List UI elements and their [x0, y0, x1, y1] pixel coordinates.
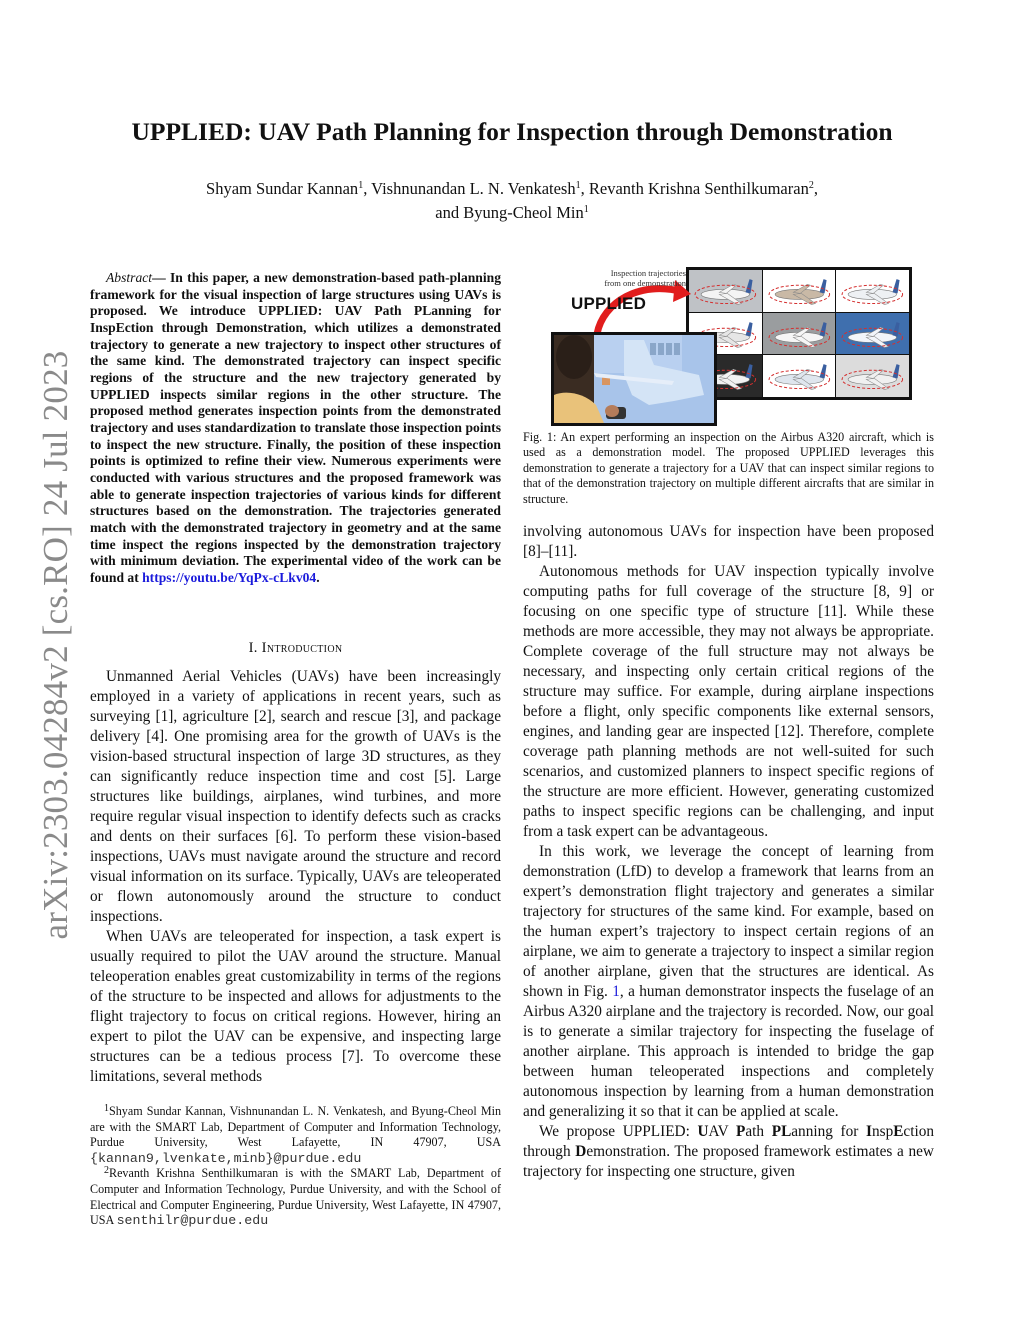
upplied-label: UPPLIED: [571, 294, 647, 313]
paper-title: UPPLIED: UAV Path Planning for Inspection through Demonstration: [131, 117, 893, 146]
paragraph: Autonomous methods for UAV inspection typically involve computing paths for full coverage of the structure [8, 9] or focusing on one specific type of structure [11]. While these methods are more accessible, they may not always be appropriate. Complete coverage of the full structure may not always be necessary, and inspecting only certain critical regions of the structure may suffice. For example, during airplane inspections before a flight, only specific components like external sensors, engines, and landing gear are inspected [12]. Therefore, complete coverage path planning methods are not well-suited for such scenarios, and customized planners to inspect specific regions of the structure are more efficient. However, generating customized paths to inspect specific regions can be challenging, and input from a task expert can be advantageous.: [523, 563, 934, 840]
section-heading-introduction: I. Introduction: [248, 640, 343, 656]
figure-1: [545, 262, 915, 427]
figure-reference-link[interactable]: 1: [612, 983, 620, 1000]
author-name: Revanth Krishna Senthilkumaran: [588, 179, 809, 198]
paragraph: We propose UPPLIED: UAV Path PLanning for InspEction through Demonstration. The proposed framework estimates a new trajectory for inspecting one structure, given: [523, 1123, 935, 1180]
affiliation-mark: 1: [583, 204, 589, 215]
author-name: and Byung-Cheol Min: [435, 203, 584, 222]
footnote-2: $^2$Revanth Krishna Senthilkumaran is with the SMART Lab, Department of Computer and Information Technology, Purdue University, and with the School of Electrical and Computer Engineering, Purdue University, West Lafayette, IN 47907, USA senthilr@purdue.edu: [90, 1165, 501, 1229]
paragraph: When UAVs are teleoperated for inspection, a task expert is usually required to pilot the UAV around the structure. Manual teleoperation enables great customizability in terms of the regions of the structure to be inspected and allows for adjustments to the flight trajectory to focus on critical regions. However, hiring an expert to pilot the UAV can be expensive, and inspecting large structures can be a tedious process [7]. To overcome these limitations, several methods: [90, 928, 501, 1085]
email-address: {kannan9,lvenkate,minb}@purdue.edu: [90, 1150, 362, 1166]
affiliation-mark: 1: [358, 180, 364, 191]
arxiv-identifier-stamp: arXiv:2303.04284v2 [cs.RO] 24 Jul 2023: [36, 350, 75, 940]
affiliation-mark: 2: [808, 180, 814, 191]
video-link[interactable]: https://youtu.be/YqPx-cLkv04: [142, 569, 317, 585]
abstract-body: In this paper, a new demonstration-based path-planning framework for the visual inspection of large structures using UAVs is proposed. We introduce UPPLIED: UAV Path PLanning for InspEction through Demonstration, which utilizes a demonstrated trajectory to generate a new trajectory to inspect other structures of the same kind. The demonstrated trajectory can inspect specific regions of the structure and the new trajectory generated by UPPLIED inspects similar regions in the other structure. The proposed method generates inspection points from the demonstrated trajectory and uses standardization to translate those inspection points to inspect the new structure. Finally, the position of these inspection points is optimized to refine their view. Numerous experiments were conducted with various structures and the proposed framework was able to generate inspection trajectories of various kinds for different structures based on the demonstration. The trajectories generated match with the demonstrated trajectory in geometry and at the same time inspect the regions inspected by the demonstration trajectory with minimum deviation. The experimental video of the work can be found at: [90, 270, 501, 585]
author-name: Shyam Sundar Kannan: [206, 179, 359, 198]
figure-annotation: Inspection trajectories from one demonstration: [604, 268, 686, 288]
affiliation-footnotes: [90, 1104, 501, 1229]
paragraph: In this work, we leverage the concept of learning from demonstration (LfD) to develop a framework that learns from an expert’s demonstration flight trajectory and generates a similar trajectory for structures of the same kind. For example, based on the human expert’s trajectory to inspect certain regions of an airplane, we aim to generate a trajectory to inspect a similar region of another airplane, given that the structures are identical. As shown in Fig. 1, a human demonstrator inspects the fuselage of an Airbus A320 airplane and the trajectory is recorded. Now, our goal is to generate a similar trajectory for inspecting the fuselage of another airplane. This approach is intended to bridge the gap between human teleoperated inspections and completely autonomous inspection by learning from a human demonstration and generalizing it so that it can be applied at scale.: [523, 843, 934, 1120]
introduction-right-column: [523, 522, 934, 1182]
footnote-1: $^1$Shyam Sundar Kannan, Vishnunandan L. N. Venkatesh, and Byung-Cheol Min are with the SMART Lab, Department of Computer and Information Technology, Purdue University, West Lafayette, IN 47907, USA {kannan9,lvenkate,minb}@purdue.edu: [90, 1103, 501, 1166]
abstract-label: Abstract: [106, 270, 153, 285]
email-address: senthilr@purdue.edu: [116, 1213, 269, 1229]
abstract-dash: —: [152, 270, 166, 285]
expert-demonstration-photo: [551, 332, 717, 426]
affiliation-mark: 1: [575, 180, 581, 191]
paragraph: involving autonomous UAVs for inspection have been proposed [8]–[11].: [523, 523, 934, 560]
author-list: Shyam Sundar Kannan$^1$, Vishnunandan L. N. Venkatesh$^1$, Revanth Krishna Senthilkumaran$^2$, and Byung-Cheol Min$^1$: [206, 179, 818, 222]
abstract: Abstract— In this paper, a new demonstration-based path-planning framework for the visual inspection of large structures using UAVs is proposed. We introduce UPPLIED: UAV Path PLanning for InspEction through Demonstration, which utilizes a demonstrated trajectory to generate a new trajectory to inspect other structures of the same kind. The demonstrated trajectory can inspect specific regions of the structure and the new trajectory generated by UPPLIED inspects similar regions in the other structure. The proposed method generates inspection points from the demonstrated trajectory and uses standardization to translate those inspection points to inspect the new structure. Finally, the position of these inspection points is optimized to refine their view. Numerous experiments were conducted with various structures and the proposed framework was able to generate inspection trajectories of various kinds for different structures based on the demonstration. The trajectories generated match with the demonstrated trajectory in geometry and at the same time inspect the regions inspected by the demonstration trajectory with minimum deviation. The experimental video of the work can be found at https://youtu.be/YqPx-cLkv04.: [90, 270, 501, 585]
author-name: Vishnunandan L. N. Venkatesh: [371, 179, 576, 198]
paragraph: Unmanned Aerial Vehicles (UAVs) have been increasingly employed in a variety of applications in recent years, such as surveying [1], agriculture [2], search and rescue [3], and package delivery [4]. One promising area for the growth of UAVs is the vision-based structural inspection of large 3D structures, as they can significantly reduce inspection time and cost [5]. Large structures like buildings, airplanes, wind turbines, and more require regular visual inspection to identify defects such as cracks and dents on their surfaces [6]. To perform these vision-based inspections, UAVs must navigate around the structure and record visual information on its surface. Typically, UAVs are teleoperated or flown autonomously around the structure to conduct inspections.: [90, 668, 501, 925]
introduction-left-column: [90, 667, 501, 1087]
figure-1-caption: Fig. 1: An expert performing an inspection on the Airbus A320 aircraft, which is used as a demonstration model. The proposed UPPLIED leverages this demonstration to generate a trajectory for a UAV that can inspect similar regions to that of the demonstration trajectory on multiple different aircrafts that are similar in structure.: [523, 430, 934, 506]
